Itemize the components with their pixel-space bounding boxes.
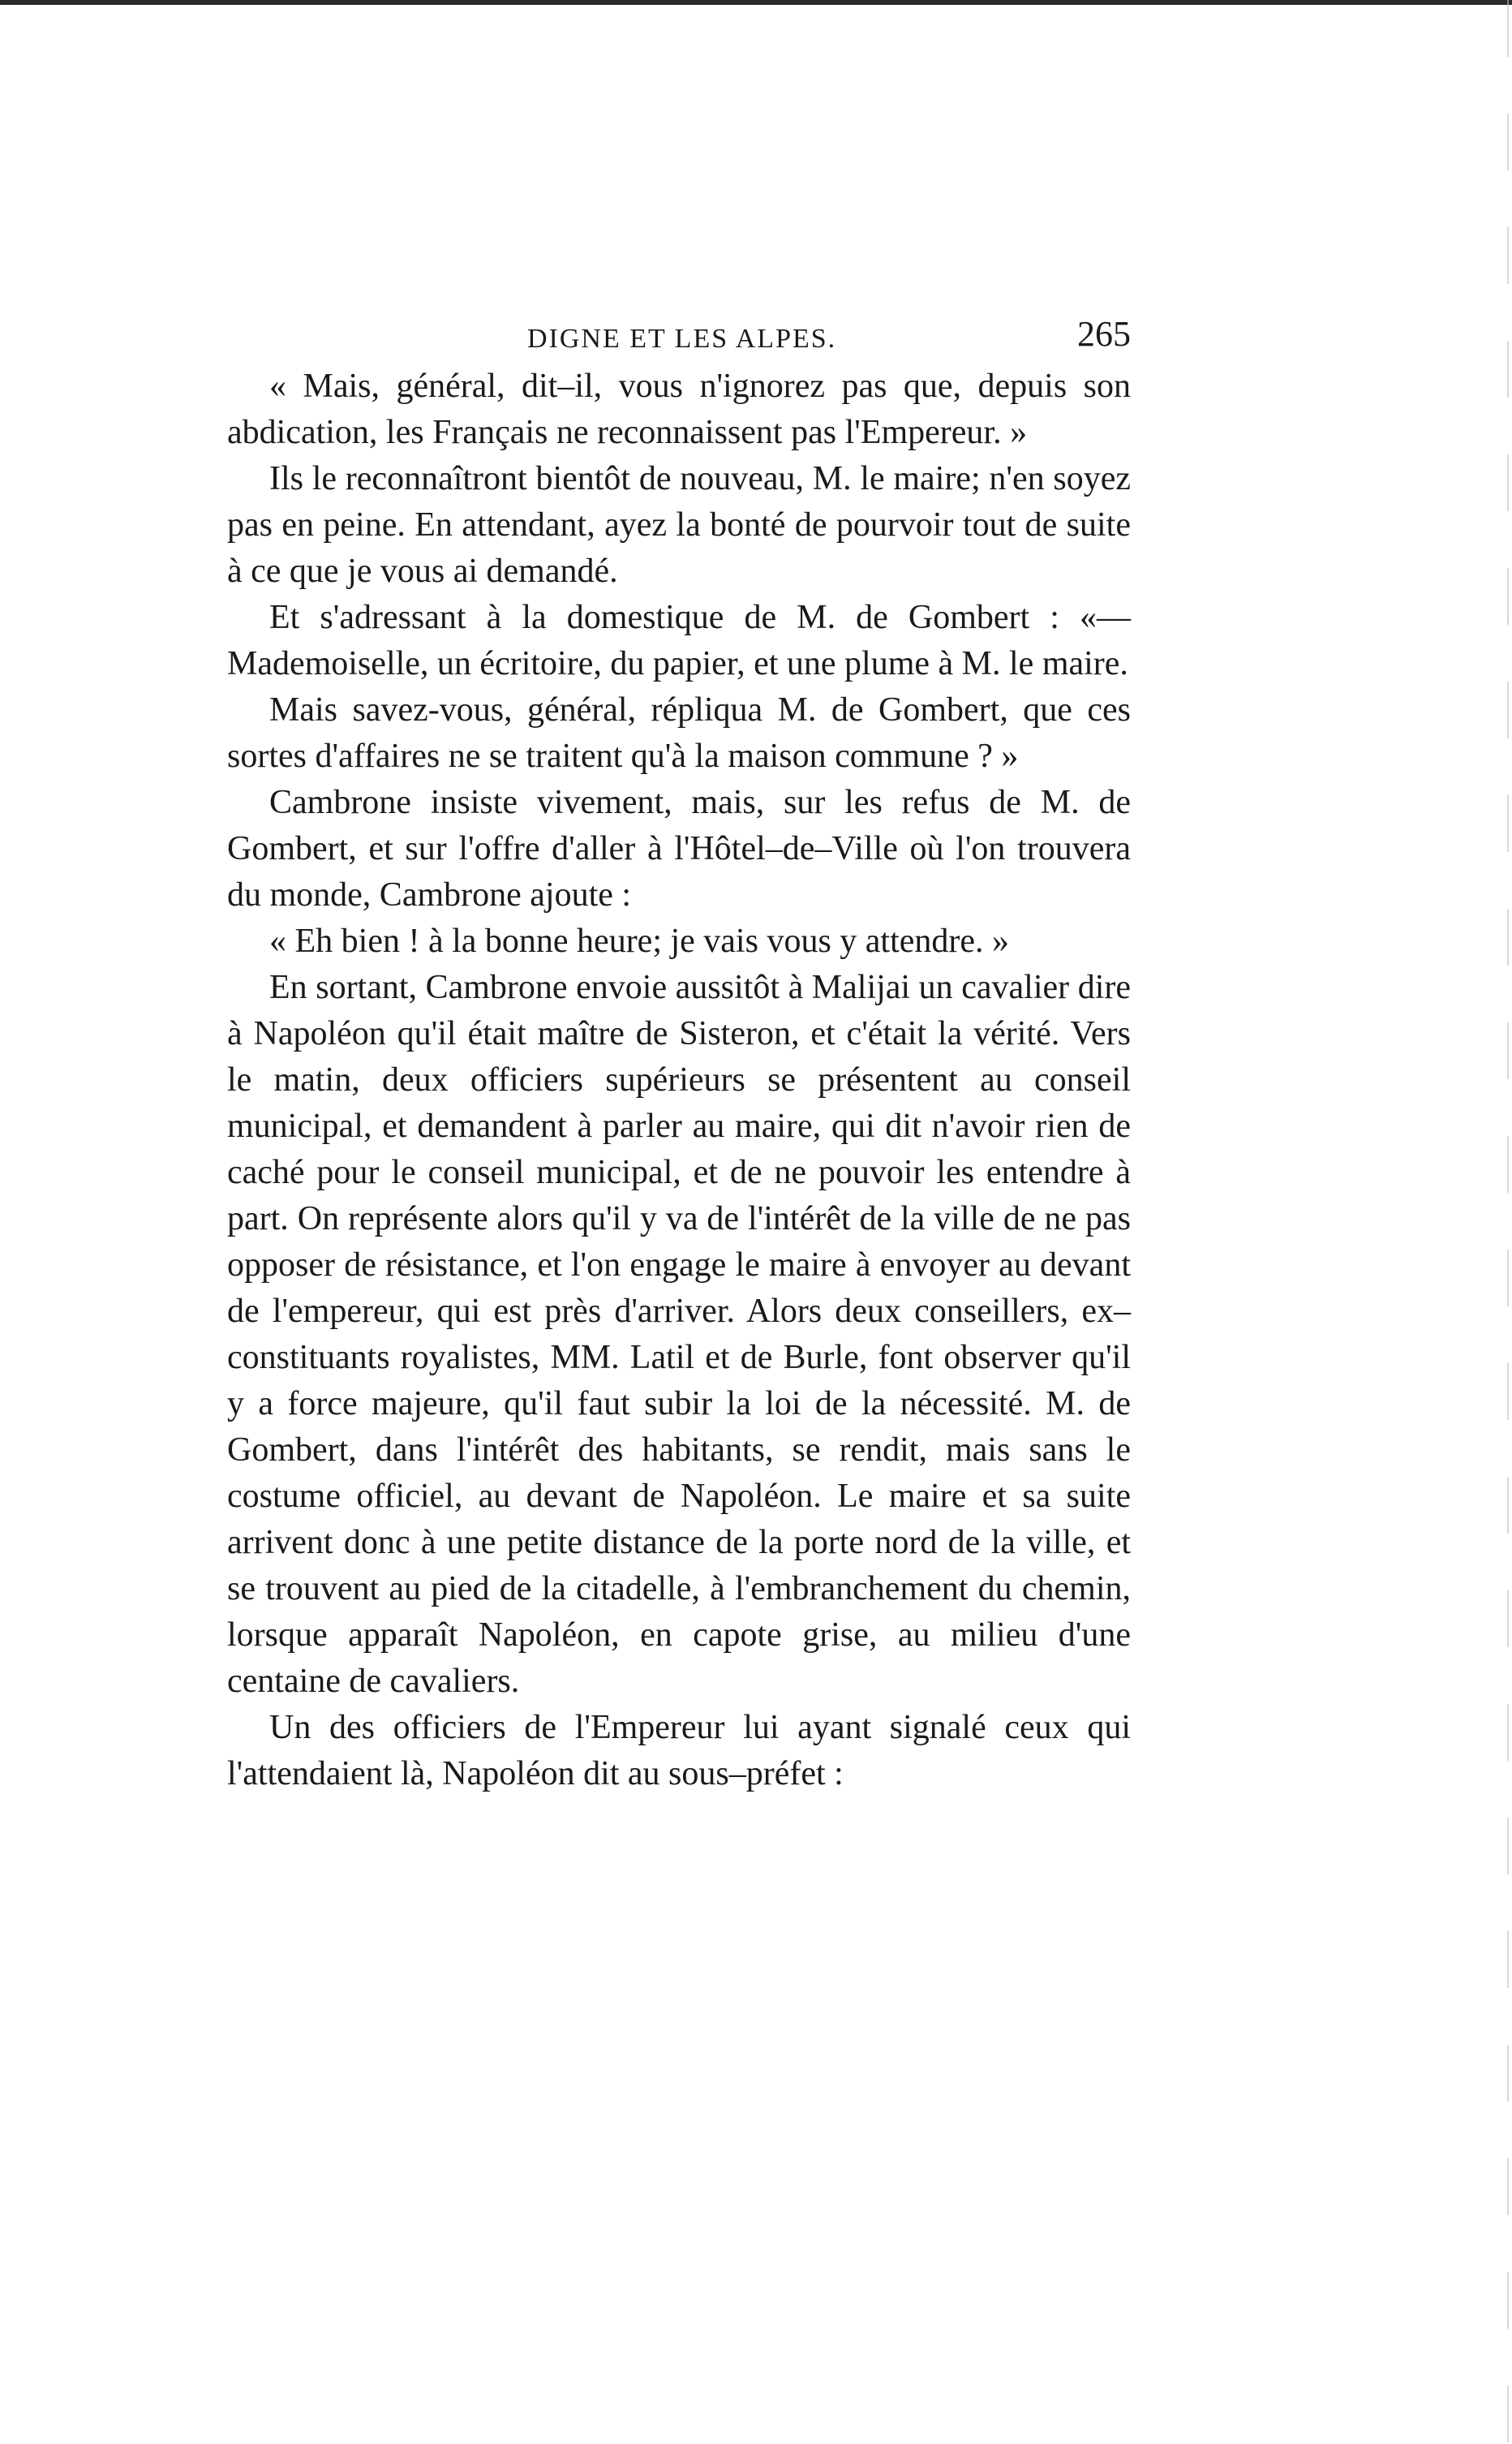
paragraph: Mais savez-vous, général, répliqua M. de Gombert, que ces sortes d'affaires ne se traitent qu'à la maison commune ? »	[227, 691, 1131, 775]
scan-top-edge	[0, 0, 1512, 5]
page-number: 265	[1077, 314, 1131, 354]
running-header	[227, 314, 1131, 360]
paragraph: « Eh bien ! à la bonne heure; je vais vous y attendre. »	[269, 923, 1010, 960]
paragraph: Cambrone insiste vivement, mais, sur les refus de M. de Gombert, et sur l'offre d'aller à l'Hôtel–de–Ville où l'on trouvera du monde, Cambrone ajoute :	[227, 784, 1131, 914]
paragraph: Ils le reconnaîtront bientôt de nouveau, M. le maire; n'en soyez pas en peine. En attendant, ayez la bonté de pourvoir tout de suite à ce que je vous ai demandé.	[227, 460, 1131, 590]
running-title: DIGNE ET LES ALPES.	[527, 324, 837, 354]
paragraph: Et s'adressant à la domestique de M. de Gombert : «—Mademoiselle, un écritoire, du papier, et une plume à M. le maire.	[227, 599, 1131, 682]
body-text	[227, 364, 1131, 1797]
paragraph: En sortant, Cambrone envoie aussitôt à Malijai un cavalier dire à Napoléon qu'il était maître de Sisteron, et c'était la vérité. Vers le matin, deux officiers supérieurs se présentent au conseil municipal, et demandent à parler au maire, qui dit n'avoir rien de caché pour le conseil municipal, et de ne pouvoir les entendre à part. On représente alors qu'il y va de l'intérêt de la ville de ne pas opposer de résistance, et l'on engage le maire à envoyer au devant de l'empereur, qui est près d'arriver. Alors deux conseillers, ex–constituants royalistes, MM. Latil et de Burle, font observer qu'il y a force majeure, qu'il faut subir la loi de la nécessité. M. de Gombert, dans l'intérêt des habitants, se rendit, mais sans le costume officiel, au devant de Napoléon. Le maire et sa suite arrivent donc à une petite distance de la porte nord de la ville, et se trouvent au pied de la citadelle, à l'embranchement du chemin, lorsque apparaît Napoléon, en capote grise, au milieu d'une centaine de cavaliers.	[227, 969, 1131, 1700]
paragraph: Un des officiers de l'Empereur lui ayant signalé ceux qui l'attendaient là, Napoléon dit au sous–préfet :	[227, 1709, 1131, 1792]
paragraph: « Mais, général, dit–il, vous n'ignorez pas que, depuis son abdication, les Français ne reconnaissent pas l'Empereur. »	[227, 368, 1131, 451]
scan-right-edge	[1507, 0, 1509, 2444]
